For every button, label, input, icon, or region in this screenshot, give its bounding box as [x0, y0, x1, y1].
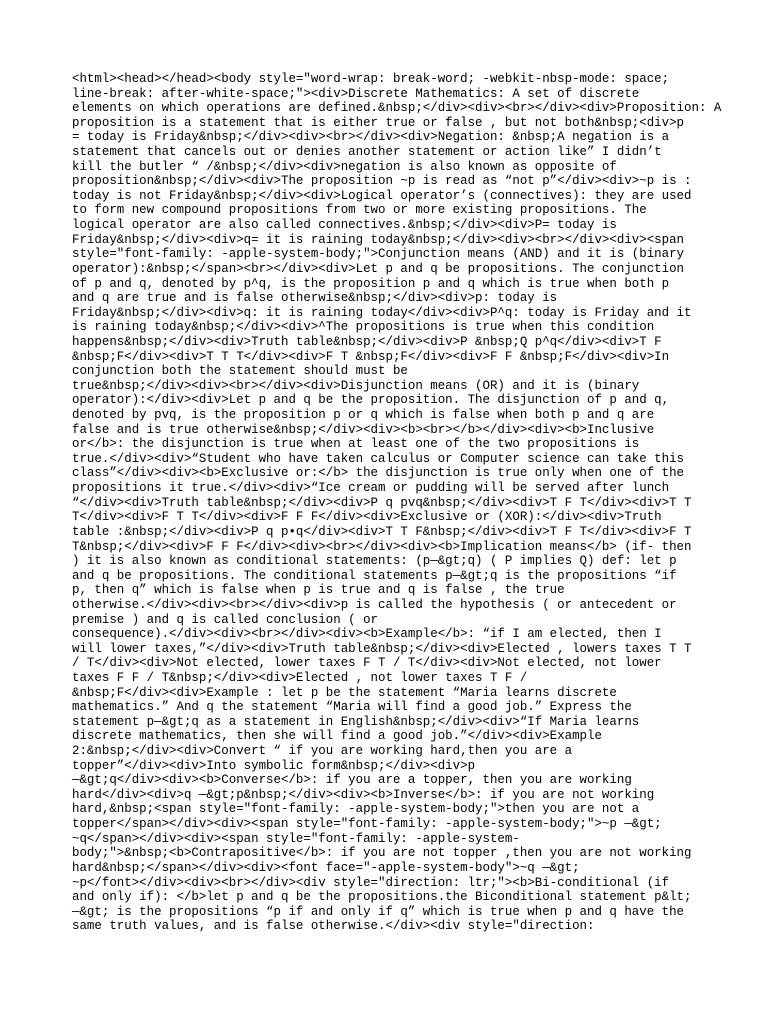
text-line: Friday&nbsp;</div><div>q= it is raining today&nbsp;</div><div><br></div><div><span: [72, 232, 685, 247]
text-line: T&nbsp;</div><div>F F F</div><div><br></div><div><b>Implication means</b> (if- then: [72, 539, 692, 554]
text-line: and q are true and is false otherwise&nbsp;</div><div>p: today is: [72, 291, 558, 306]
text-line: table :&nbsp;</div><div>P q p•q</div><div>T T F&nbsp;</div><div>T F T</div><div>F T: [72, 524, 692, 539]
text-line: —&gt; is the propositions “p if and only if q” which is true when p and q have the: [72, 904, 685, 919]
text-line: consequence).</div><div><br></div><div><b>Example</b>: “if I am elected, then I: [72, 627, 662, 642]
text-line: &nbsp;F</div><div>T T T</div><div>F T &nbsp;F</div><div>F F &nbsp;F</div><div>In: [72, 349, 670, 364]
text-line: hard</div><div>q —&gt;p&nbsp;</div><div><b>Inverse</b>: if you are not working: [72, 787, 655, 802]
text-line: logical operator are also called connectives.&nbsp;</div><div>P= today is: [72, 218, 617, 233]
text-line: propositions it true.</div><div>“Ice cream or pudding will be served after lunch: [72, 481, 670, 496]
text-line: discrete mathematics, then she will find a good job.”</div><div>Example: [72, 729, 602, 744]
text-line: denoted by pvq, is the proposition p or q which is false when both p and q are: [72, 408, 655, 423]
text-line: taxes F F / T&nbsp;</div><div>Elected , not lower taxes T F /: [72, 670, 528, 685]
text-line: true.</div><div>“Student who have taken calculus or Computer science can take this: [72, 451, 685, 466]
text-line: statement p—&gt;q as a statement in English&nbsp;</div><div>“If Maria learns: [72, 714, 640, 729]
text-line: p, then q” which is false when p is true and q is false , the true: [72, 583, 565, 598]
text-line: topper</span></div><div><span style="font-family: -apple-system-body;">~p —&gt;: [72, 817, 662, 832]
text-line: operator):</div><div>Let p and q be the proposition. The disjunction of p and q,: [72, 393, 670, 408]
text-line: &nbsp;F</div><div>Example : let p be the statement “Maria learns discrete: [72, 685, 617, 700]
text-line: true&nbsp;</div><div><br></div><div>Disjunction means (OR) and it is (binary: [72, 378, 640, 393]
text-line: class”</div><div><b>Exclusive or:</b> the disjunction is true only when one of the: [72, 466, 685, 481]
text-line: proposition is a statement that is either true or false , but not both&nbsp;<div>p: [72, 115, 685, 130]
text-line: statement that cancels out or denies another statement or action like” I didn’t: [72, 145, 662, 160]
text-line: elements on which operations are defined.&nbsp;</div><div><br></div><div>Proposition: A: [72, 101, 722, 116]
text-line: ~q</span></div><div><span style="font-family: -apple-system-: [72, 831, 520, 846]
text-line: / T</div><div>Not elected, lower taxes F T / T</div><div>Not elected, not lower: [72, 656, 662, 671]
text-line: operator):&nbsp;</span><br></div><div>Let p and q be propositions. The conjunction: [72, 261, 685, 276]
text-line: topper”</div><div>Into symbolic form&nbsp;</div><div>p: [72, 758, 476, 773]
text-line: “</div><div>Truth table&nbsp;</div><div>P q pvq&nbsp;</div><div>T F T</div><div>T T: [72, 495, 692, 510]
text-line: <html><head></head><body style="word-wrap: break-word; -webkit-nbsp-mode: space;: [72, 72, 670, 86]
text-line: T</div><div>F T T</div><div>F F F</div><div>Exclusive or (XOR):</div><div>Truth: [72, 510, 662, 525]
text-line: 2:&nbsp;</div><div>Convert “ if you are working hard,then you are a: [72, 744, 573, 759]
text-line: —&gt;q</div><div><b>Converse</b>: if you are a topper, then you are working: [72, 773, 632, 788]
text-line: of p and q, denoted by p^q, is the proposition p and q which is true when both p: [72, 276, 670, 291]
text-line: ) it is also known as conditional statements: (p—&gt;q) ( P implies Q) def: let p: [72, 554, 677, 569]
text-line: same truth values, and is false otherwise.</div><div style="direction:: [72, 919, 595, 934]
text-line: proposition&nbsp;</div><div>The proposition ~p is read as “not p”</div><div>~p is :: [72, 174, 692, 189]
text-line: happens&nbsp;</div><div>Truth table&nbsp;</div><div>P &nbsp;Q p^q</div><div>T F: [72, 334, 662, 349]
text-line: hard,&nbsp;<span style="font-family: -apple-system-body;">then you are not a: [72, 802, 640, 817]
text-line: to form new compound propositions from two or more existing propositions. The: [72, 203, 647, 218]
text-line: hard&nbsp;</span></div><div><font face="-apple-system-body">~q —&gt;: [72, 860, 580, 875]
text-line: will lower taxes,”</div><div>Truth table&nbsp;</div><div>Elected , lowers taxes T T: [72, 641, 692, 656]
text-line: premise ) and q is called conclusion ( or: [72, 612, 379, 627]
text-line: conjunction both the statement should must be: [72, 364, 408, 379]
text-line: false and is true otherwise&nbsp;</div><div><b><br></b></div><div><b>Inclusive: [72, 422, 655, 437]
text-line: style="font-family: -apple-system-body;">Conjunction means (AND) and it is (binary: [72, 247, 685, 262]
text-line: Friday&nbsp;</div><div>q: it is raining today</div><div>P^q: today is Friday and it: [72, 305, 692, 320]
text-line: body;">&nbsp;<b>Contrapositive</b>: if you are not topper ,then you are not working: [72, 846, 692, 861]
text-line: and only if): </b>let p and q be the propositions.the Biconditional statement p&lt;: [72, 890, 692, 905]
text-line: mathematics.” And q the statement “Maria will find a good job.” Express the: [72, 700, 632, 715]
text-line: kill the butler “ /&nbsp;</div><div>negation is also known as opposite of: [72, 159, 617, 174]
text-line: line-break: after-white-space;"><div>Discrete Mathematics: A set of discrete: [72, 86, 640, 101]
text-line: is raining today&nbsp;</div><div>^The propositions is true when this condition: [72, 320, 655, 335]
text-line: otherwise.</div><div><br></div><div>p is called the hypothesis ( or antecedent or: [72, 597, 677, 612]
document-text: [72, 72, 722, 934]
text-line: and q be propositions. The conditional statements p—&gt;q is the propositions “if: [72, 568, 677, 583]
text-line: or</b>: the disjunction is true when at least one of the two propositions is: [72, 437, 640, 452]
text-line: ~p</font></div><div><br></div><div style="direction: ltr;"><b>Bi-conditional (if: [72, 875, 670, 890]
text-line: today is not Friday&nbsp;</div><div>Logical operator’s (connectives): they are used: [72, 188, 692, 203]
text-line: = today is Friday&nbsp;</div><div><br></div><div>Negation: &nbsp;A negation is a: [72, 130, 670, 145]
